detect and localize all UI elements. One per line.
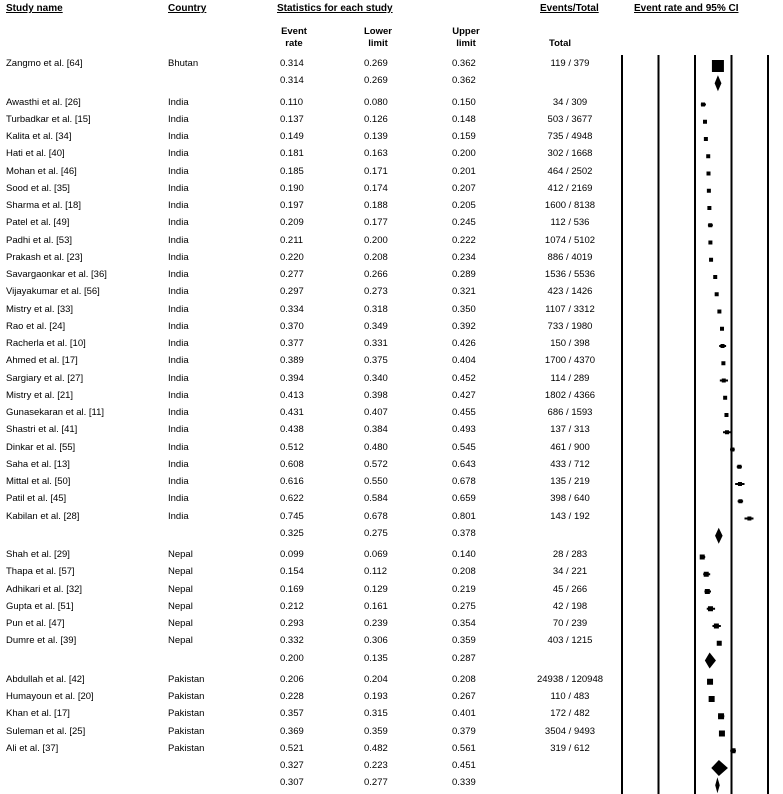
study-name: Mohan et al. [46] — [6, 165, 77, 177]
lower-limit: 0.239 — [364, 618, 388, 629]
events-total: 461 / 900 — [550, 441, 590, 453]
event-rate: 0.389 — [280, 355, 304, 367]
upper-limit: 0.339 — [452, 777, 476, 789]
study-name: Racherla et al. [10] — [6, 338, 86, 349]
study-country: India — [168, 320, 189, 332]
study-country: India — [168, 96, 189, 108]
upper-limit: 0.287 — [452, 652, 476, 664]
upper-limit: 0.678 — [452, 476, 476, 487]
events-total: 1802 / 4366 — [544, 389, 596, 401]
study-country: India — [168, 217, 189, 229]
event-rate: 0.357 — [280, 708, 304, 720]
study-name: Kabilan et al. [28] — [6, 510, 80, 522]
header-total: Total — [549, 38, 571, 49]
events-total: 733 / 1980 — [547, 320, 593, 332]
study-marker — [718, 713, 724, 719]
study-country: Nepal — [168, 635, 193, 647]
study-marker — [738, 499, 742, 503]
header-lower-limit: Lower limit — [364, 26, 392, 49]
header-statistics: Statistics for each study — [277, 3, 393, 14]
upper-limit: 0.378 — [452, 527, 476, 539]
upper-limit: 0.208 — [452, 566, 476, 578]
study-name: Dinkar et al. [55] — [6, 441, 76, 453]
events-total: 503 / 3677 — [547, 113, 593, 125]
header-event-rate-ci: Event rate and 95% CI — [634, 3, 739, 14]
study-country: Nepal — [168, 549, 193, 560]
study-name: Suleman et al. [25] — [6, 725, 86, 737]
upper-limit: 0.219 — [452, 583, 476, 595]
lower-limit: 0.126 — [364, 113, 388, 125]
events-total: 119 / 379 — [550, 58, 590, 69]
study-country: India — [168, 234, 189, 246]
study-marker — [725, 430, 729, 434]
study-country: India — [168, 424, 189, 436]
lower-limit: 0.480 — [364, 441, 388, 453]
event-rate: 0.277 — [280, 269, 304, 280]
study-name: Adhikari et al. [32] — [6, 583, 83, 595]
events-total: 302 / 1668 — [547, 148, 593, 160]
event-rate: 0.154 — [280, 566, 304, 578]
events-total: 3504 / 9493 — [544, 725, 596, 737]
lower-limit: 0.407 — [364, 407, 388, 418]
event-rate: 0.369 — [280, 725, 304, 737]
events-total: 398 / 640 — [550, 493, 590, 505]
study-country: Bhutan — [168, 58, 199, 69]
study-name: Sargiary et al. [27] — [6, 372, 84, 384]
study-country: India — [168, 131, 189, 142]
events-total: 1700 / 4370 — [544, 355, 596, 367]
study-name: Ali et al. [37] — [6, 742, 59, 754]
study-country: Pakistan — [168, 708, 205, 720]
events-total: 412 / 2169 — [547, 182, 593, 194]
study-marker — [707, 679, 713, 685]
study-country: India — [168, 372, 189, 384]
lower-limit: 0.306 — [364, 635, 388, 647]
study-marker — [713, 275, 717, 279]
study-country: India — [168, 200, 189, 211]
lower-limit: 0.275 — [364, 527, 388, 539]
study-name: Prakash et al. [23] — [6, 251, 83, 263]
lower-limit: 0.135 — [364, 652, 388, 664]
upper-limit: 0.205 — [452, 200, 476, 211]
event-rate: 0.512 — [280, 441, 304, 453]
study-country: Pakistan — [168, 742, 205, 754]
upper-limit: 0.148 — [452, 113, 476, 125]
study-marker — [721, 361, 725, 365]
lower-limit: 0.204 — [364, 673, 388, 685]
upper-limit: 0.451 — [452, 760, 476, 771]
study-country: India — [168, 303, 189, 315]
event-rate: 0.190 — [280, 182, 304, 194]
events-total: 319 / 612 — [550, 742, 590, 754]
study-marker — [715, 292, 719, 296]
study-marker — [721, 344, 725, 348]
event-rate: 0.297 — [280, 286, 304, 298]
lower-limit: 0.112 — [364, 566, 388, 578]
lower-limit: 0.200 — [364, 234, 388, 246]
events-total: 886 / 4019 — [547, 251, 593, 263]
study-name: Khan et al. [17] — [6, 708, 70, 720]
lower-limit: 0.129 — [364, 583, 388, 595]
upper-limit: 0.289 — [452, 269, 476, 280]
upper-limit: 0.801 — [452, 510, 476, 522]
events-total: 1074 / 5102 — [544, 234, 596, 246]
upper-limit: 0.321 — [452, 286, 476, 298]
events-total: 172 / 482 — [550, 708, 590, 720]
events-total: 1536 / 5536 — [544, 269, 596, 280]
study-name: Ahmed et al. [17] — [6, 355, 78, 367]
study-country: India — [168, 407, 189, 418]
lower-limit: 0.349 — [364, 320, 388, 332]
summary-diamond — [715, 75, 722, 91]
lower-limit: 0.273 — [364, 286, 388, 298]
events-total: 137 / 313 — [550, 424, 590, 436]
event-rate: 0.181 — [280, 148, 304, 160]
study-marker — [709, 696, 715, 702]
upper-limit: 0.426 — [452, 338, 476, 349]
study-country: India — [168, 148, 189, 160]
study-marker — [724, 413, 728, 417]
study-country: Nepal — [168, 583, 193, 595]
lower-limit: 0.269 — [364, 75, 388, 87]
event-rate: 0.616 — [280, 476, 304, 487]
study-name: Awasthi et al. [26] — [6, 96, 81, 108]
event-rate: 0.325 — [280, 527, 304, 539]
events-total: 686 / 1593 — [547, 407, 593, 418]
upper-limit: 0.140 — [452, 549, 476, 560]
events-total: 423 / 1426 — [547, 286, 593, 298]
events-total: 34 / 309 — [552, 96, 588, 108]
lower-limit: 0.171 — [364, 165, 388, 177]
upper-limit: 0.350 — [452, 303, 476, 315]
lower-limit: 0.584 — [364, 493, 388, 505]
study-country: India — [168, 113, 189, 125]
study-country: India — [168, 493, 189, 505]
lower-limit: 0.315 — [364, 708, 388, 720]
study-marker — [717, 310, 721, 314]
study-name: Patel et al. [49] — [6, 217, 70, 229]
study-marker — [706, 154, 710, 158]
upper-limit: 0.659 — [452, 493, 476, 505]
event-rate: 0.149 — [280, 131, 304, 142]
events-total: 45 / 266 — [552, 583, 588, 595]
study-country: Pakistan — [168, 691, 205, 702]
event-rate: 0.099 — [280, 549, 304, 560]
study-marker — [747, 517, 751, 521]
upper-limit: 0.379 — [452, 725, 476, 737]
lower-limit: 0.340 — [364, 372, 388, 384]
events-total: 24938 / 120948 — [536, 673, 604, 685]
events-total: 34 / 221 — [552, 566, 588, 578]
study-marker — [720, 327, 724, 331]
upper-limit: 0.201 — [452, 165, 476, 177]
event-rate: 0.413 — [280, 389, 304, 401]
event-rate: 0.169 — [280, 583, 304, 595]
event-rate: 0.209 — [280, 217, 304, 229]
upper-limit: 0.207 — [452, 182, 476, 194]
lower-limit: 0.482 — [364, 742, 388, 754]
header-events-total: Events/Total — [540, 3, 599, 14]
study-marker — [717, 641, 722, 646]
study-name: Humayoun et al. [20] — [6, 691, 94, 702]
study-name: Zangmo et al. [64] — [6, 58, 83, 69]
summary-diamond — [705, 653, 716, 669]
study-country: India — [168, 510, 189, 522]
events-total: 464 / 2502 — [547, 165, 593, 177]
events-total: 433 / 712 — [550, 458, 590, 470]
event-rate: 0.334 — [280, 303, 304, 315]
upper-limit: 0.234 — [452, 251, 476, 263]
study-marker — [707, 172, 711, 176]
event-rate: 0.394 — [280, 372, 304, 384]
lower-limit: 0.331 — [364, 338, 388, 349]
lower-limit: 0.678 — [364, 510, 388, 522]
upper-limit: 0.561 — [452, 742, 476, 754]
events-total: 735 / 4948 — [547, 131, 593, 142]
events-total: 70 / 239 — [552, 618, 588, 629]
upper-limit: 0.362 — [452, 75, 476, 87]
events-total: 110 / 483 — [550, 691, 590, 702]
event-rate: 0.211 — [280, 234, 304, 246]
upper-limit: 0.159 — [452, 131, 476, 142]
upper-limit: 0.354 — [452, 618, 476, 629]
study-country: India — [168, 269, 189, 280]
events-total: 150 / 398 — [550, 338, 590, 349]
study-country: Nepal — [168, 600, 193, 612]
events-total: 112 / 536 — [550, 217, 590, 229]
study-country: India — [168, 165, 189, 177]
summary-row — [0, 777, 783, 794]
upper-limit: 0.401 — [452, 708, 476, 720]
lower-limit: 0.080 — [364, 96, 388, 108]
event-rate: 0.200 — [280, 652, 304, 664]
study-name: Sharma et al. [18] — [6, 200, 81, 211]
event-rate: 0.197 — [280, 200, 304, 211]
lower-limit: 0.375 — [364, 355, 388, 367]
event-rate: 0.377 — [280, 338, 304, 349]
study-marker — [722, 379, 726, 383]
upper-limit: 0.150 — [452, 96, 476, 108]
study-country: Pakistan — [168, 673, 205, 685]
upper-limit: 0.267 — [452, 691, 476, 702]
upper-limit: 0.452 — [452, 372, 476, 384]
study-name: Gunasekaran et al. [11] — [6, 407, 105, 418]
study-country: India — [168, 338, 189, 349]
study-name: Patil et al. [45] — [6, 493, 67, 505]
study-country: India — [168, 355, 189, 367]
event-rate: 0.307 — [280, 777, 304, 789]
upper-limit: 0.493 — [452, 424, 476, 436]
events-total: 1107 / 3312 — [545, 303, 595, 315]
upper-limit: 0.404 — [452, 355, 476, 367]
upper-limit: 0.245 — [452, 217, 476, 229]
events-total: 135 / 219 — [550, 476, 590, 487]
study-marker — [705, 589, 710, 594]
upper-limit: 0.200 — [452, 148, 476, 160]
upper-limit: 0.427 — [452, 389, 476, 401]
study-name: Sood et al. [35] — [6, 182, 70, 194]
header-country: Country — [168, 3, 207, 14]
study-country: India — [168, 476, 189, 487]
study-name: Kalita et al. [34] — [6, 131, 72, 142]
study-country: Nepal — [168, 618, 193, 629]
event-rate: 0.332 — [280, 635, 304, 647]
event-rate: 0.228 — [280, 691, 304, 702]
study-name: Savargaonkar et al. [36] — [6, 269, 107, 280]
lower-limit: 0.572 — [364, 458, 388, 470]
study-name: Mistry et al. [33] — [6, 303, 74, 315]
study-country: India — [168, 182, 189, 194]
lower-limit: 0.398 — [364, 389, 388, 401]
study-name: Mittal et al. [50] — [6, 476, 71, 487]
study-name: Hati et al. [40] — [6, 148, 65, 160]
event-rate: 0.314 — [280, 58, 304, 69]
event-rate: 0.293 — [280, 618, 304, 629]
lower-limit: 0.266 — [364, 269, 388, 280]
event-rate: 0.110 — [280, 96, 304, 108]
events-total: 143 / 192 — [550, 510, 590, 522]
study-marker — [704, 572, 709, 577]
upper-limit: 0.208 — [452, 673, 476, 685]
upper-limit: 0.275 — [452, 600, 476, 612]
upper-limit: 0.643 — [452, 458, 476, 470]
event-rate: 0.370 — [280, 320, 304, 332]
study-marker — [709, 258, 713, 262]
study-marker — [701, 103, 705, 107]
lower-limit: 0.550 — [364, 476, 388, 487]
event-rate: 0.521 — [280, 742, 304, 754]
study-marker — [730, 448, 734, 452]
events-total: 403 / 1215 — [547, 635, 593, 647]
lower-limit: 0.223 — [364, 760, 388, 771]
event-rate: 0.327 — [280, 760, 304, 771]
event-rate: 0.220 — [280, 251, 304, 263]
lower-limit: 0.188 — [364, 200, 388, 211]
lower-limit: 0.208 — [364, 251, 388, 263]
study-name: Pun et al. [47] — [6, 618, 65, 629]
study-marker — [707, 189, 711, 193]
study-name: Gupta et al. [51] — [6, 600, 74, 612]
study-name: Vijayakumar et al. [56] — [6, 286, 100, 298]
lower-limit: 0.163 — [364, 148, 388, 160]
events-total: 42 / 198 — [552, 600, 588, 612]
study-name: Shastri et al. [41] — [6, 424, 78, 436]
study-marker — [712, 60, 724, 72]
lower-limit: 0.277 — [364, 777, 388, 789]
lower-limit: 0.161 — [364, 600, 388, 612]
event-rate: 0.622 — [280, 493, 304, 505]
upper-limit: 0.362 — [452, 58, 476, 69]
study-marker — [704, 137, 708, 141]
study-name: Mistry et al. [21] — [6, 389, 74, 401]
lower-limit: 0.318 — [364, 303, 388, 315]
study-name: Padhi et al. [53] — [6, 234, 73, 246]
upper-limit: 0.222 — [452, 234, 476, 246]
study-marker — [700, 555, 705, 560]
upper-limit: 0.392 — [452, 320, 476, 332]
study-marker — [723, 396, 727, 400]
study-name: Saha et al. [13] — [6, 458, 70, 470]
event-rate: 0.137 — [280, 113, 304, 125]
event-rate: 0.206 — [280, 673, 304, 685]
header-study-name: Study name — [6, 3, 63, 14]
study-country: India — [168, 389, 189, 401]
header-upper-limit: Upper limit — [452, 26, 480, 49]
study-marker — [703, 120, 707, 124]
lower-limit: 0.269 — [364, 58, 388, 69]
study-marker — [737, 465, 741, 469]
events-total: 114 / 289 — [550, 372, 590, 384]
upper-limit: 0.455 — [452, 407, 476, 418]
study-name: Abdullah et al. [42] — [6, 673, 85, 685]
study-marker — [714, 624, 719, 629]
upper-limit: 0.545 — [452, 441, 476, 453]
lower-limit: 0.193 — [364, 691, 388, 702]
header-event-rate: Event rate — [281, 26, 307, 49]
study-name: Turbadkar et al. [15] — [6, 113, 91, 125]
study-marker — [719, 731, 725, 737]
study-name: Dumre et al. [39] — [6, 635, 77, 647]
lower-limit: 0.177 — [364, 217, 388, 229]
study-country: Nepal — [168, 566, 193, 578]
event-rate: 0.608 — [280, 458, 304, 470]
study-marker — [708, 606, 713, 611]
events-total: 1600 / 8138 — [544, 200, 596, 211]
event-rate: 0.185 — [280, 165, 304, 177]
study-country: India — [168, 441, 189, 453]
study-country: India — [168, 286, 189, 298]
lower-limit: 0.069 — [364, 549, 388, 560]
study-name: Rao et al. [24] — [6, 320, 66, 332]
upper-limit: 0.359 — [452, 635, 476, 647]
summary-diamond — [715, 528, 723, 544]
event-rate: 0.745 — [280, 510, 304, 522]
event-rate: 0.212 — [280, 600, 304, 612]
event-rate: 0.438 — [280, 424, 304, 436]
study-name: Shah et al. [29] — [6, 549, 70, 560]
study-marker — [707, 206, 711, 210]
event-rate: 0.431 — [280, 407, 304, 418]
study-country: Pakistan — [168, 725, 205, 737]
study-country: India — [168, 458, 189, 470]
events-total: 28 / 283 — [552, 549, 588, 560]
study-marker — [708, 241, 712, 245]
event-rate: 0.314 — [280, 75, 304, 87]
study-country: India — [168, 251, 189, 263]
lower-limit: 0.384 — [364, 424, 388, 436]
lower-limit: 0.174 — [364, 182, 388, 194]
lower-limit: 0.139 — [364, 131, 388, 142]
study-marker — [738, 482, 742, 486]
study-marker — [731, 748, 736, 753]
lower-limit: 0.359 — [364, 725, 388, 737]
study-marker — [708, 223, 712, 227]
study-name: Thapa et al. [57] — [6, 566, 75, 578]
